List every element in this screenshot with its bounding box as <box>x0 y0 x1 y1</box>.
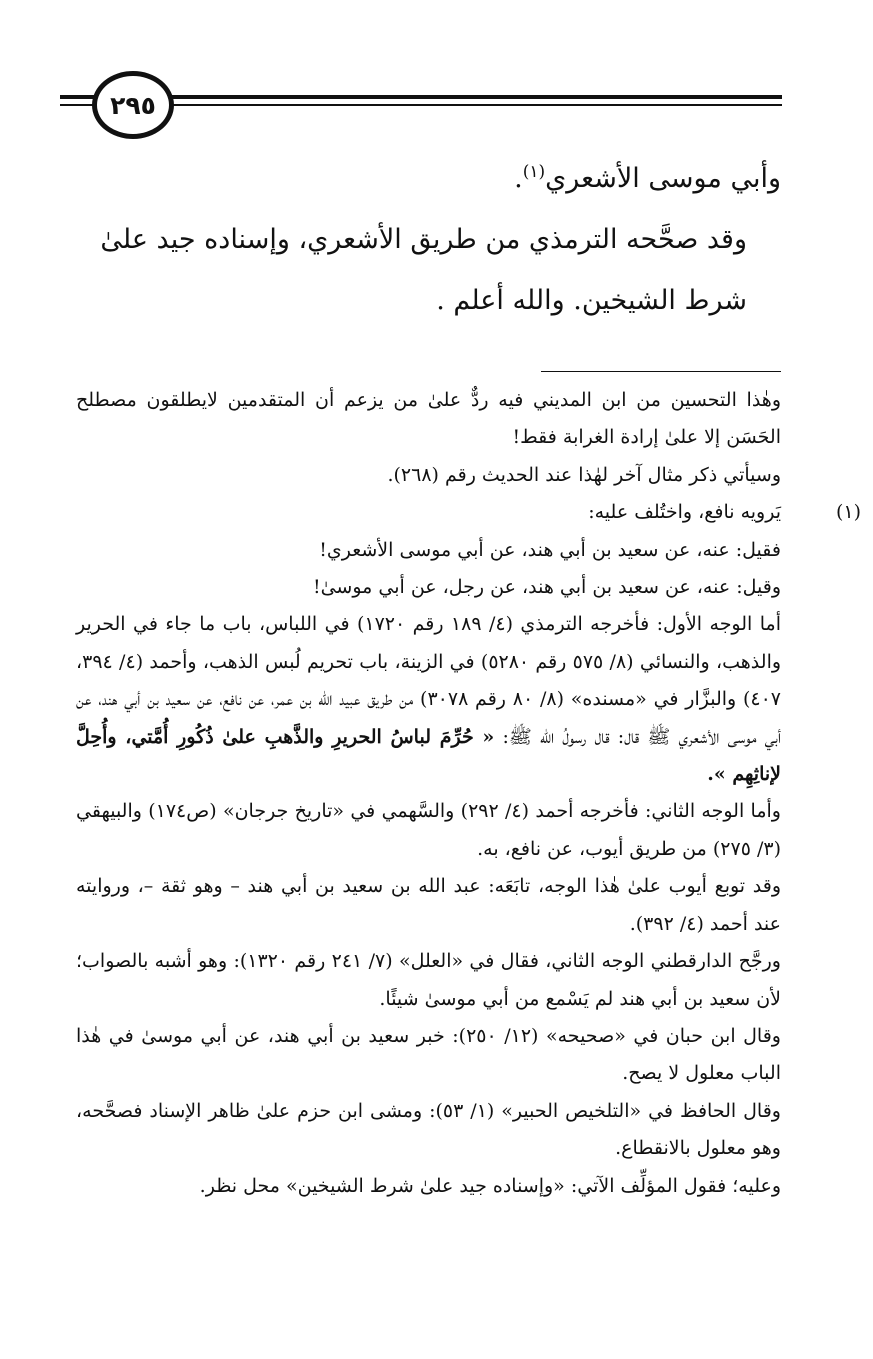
footnote-1-paragraph: وأما الوجه الثاني: فأخرجه أحمد (٤/ ٢٩٢) والسَّهمي في «تاريخ جرجان» (ص١٧٤) والبيهقي (٣/ ٢٧٥) من طريق أيوب، عن نافع، به. <box>76 800 781 860</box>
hadith-quote: « حُرِّمَ لباسُ الحريرِ والذَّهبِ علىٰ ذُكُورِ أُمَّتي، وأُحِلَّ لإناثِهِم ». <box>76 725 781 786</box>
footnote-continuation-paragraph: وسيأتي ذكر مثال آخر لهٰذا عند الحديث رقم (٢٦٨). <box>387 463 781 486</box>
footnote-1-paragraph: ورجَّح الدارقطني الوجه الثاني، فقال في «العلل» (٧/ ٢٤١ رقم ١٣٢٠): وهو أشبه بالصواب؛ لأن سعيد بن أبي هند لم يَسْمع من أبي موسىٰ شيئًا. <box>76 950 781 1010</box>
footnote-1-paragraph: وقال ابن حبان في «صحيحه» (١٢/ ٢٥٠): خبر سعيد بن أبي هند، عن أبي موسىٰ في هٰذا الباب معلول لا يصح. <box>76 1024 781 1085</box>
main-paragraph-2: وقد صحَّحه الترمذي من طريق الأشعري، وإسناده جيد علىٰ شرط الشيخين. والله أعلم . <box>100 224 747 316</box>
footnote-1-paragraph <box>76 606 781 793</box>
page-header <box>0 0 873 150</box>
footnote-1-intro-text: يَرويه نافع، واختُلف عليه: <box>588 501 781 524</box>
main-line-1-text: وأبي موسى الأشعري <box>545 163 781 194</box>
footnote-1-paragraph: فقيل: عنه، عن سعيد بن أبي هند، عن أبي موسى الأشعري! <box>319 538 781 561</box>
page-number-badge <box>92 71 174 139</box>
footnote-1-number: (١) <box>835 501 861 524</box>
footnote-1-text: أما الوجه الأول: فأخرجه الترمذي (٤/ ١٨٩ رقم ١٧٢٠) في اللباس، باب ما جاء في الحرير والذهب، والنسائي (٨/ ٥٧٥ رقم ٥٢٨٠) في الزينة، باب تحريم لُبس الذهب، وأحمد (٤/ ٣٩٤، ٤٠٧) والبزَّار في «مسنده» (٨/ ٨٠ رقم ٣٠٧٨) من طريق عبيد الله بن عمر، عن نافع، عن سعيد بن أبي هند، عن أبي موسى الأشعري ﷺ قال: قال رسولُ الله ﷺ: <box>76 613 782 748</box>
footnote-1-paragraph: وقال الحافظ في «التلخيص الحبير» (١/ ٥٣): ومشى ابن حزم علىٰ ظاهر الإسناد فصحَّحه، وهو معلول بالانقطاع. <box>76 1099 781 1160</box>
footnote-1-paragraph: وعليه؛ فقول المؤلِّف الآتي: «وإسناده جيد علىٰ شرط الشيخين» محل نظر. <box>199 1174 781 1197</box>
footnote-1-paragraph: وقد توبع أيوب علىٰ هٰذا الوجه، تابَعَه: عبد الله بن سعيد بن أبي هند – وهو ثقة –، وروايته عند أحمد (٤/ ٣٩٢). <box>76 875 781 935</box>
page-number: ٢٩٥ <box>110 90 156 120</box>
main-line-1-end: . <box>514 163 523 194</box>
footnote-1-intro <box>76 494 861 531</box>
footnote-continuation-paragraph: وهٰذا التحسين من ابن المديني فيه ردٌّ علىٰ من يزعم أن المتقدمين لايطلقون مصطلح الحَسَن إلا علىٰ إرادة الغرابة فقط! <box>76 389 781 449</box>
footnotes <box>76 382 861 1205</box>
footnote-separator <box>541 371 781 372</box>
footnote-1-paragraph: وقيل: عنه، عن سعيد بن أبي هند، عن رجل، عن أبي موسىٰ! <box>312 576 781 599</box>
main-line-1 <box>81 148 781 209</box>
main-text <box>81 148 781 331</box>
footnote-reference: (١) <box>522 162 546 182</box>
